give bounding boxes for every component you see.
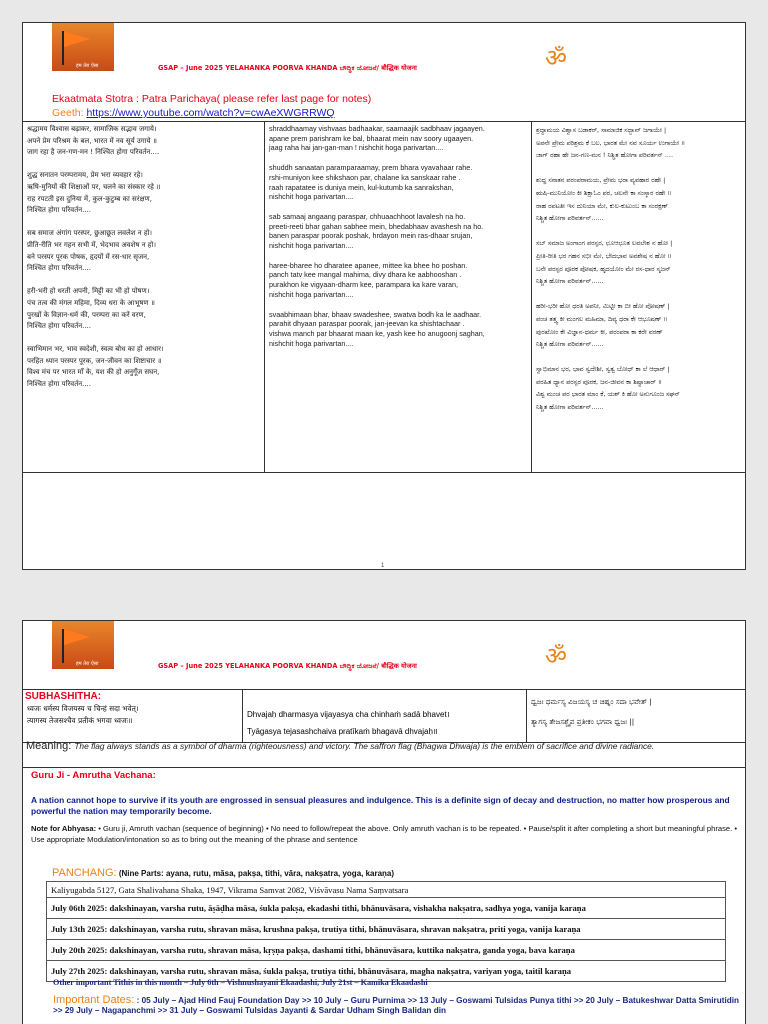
subh-kannada-line: ತ್ಯಾಗಸ್ಯ ತೇಜಸಶ್ಚೈವ ಪ್ರತೀಕಂ ಭಗವಾ ಧ್ವಜಃ ||	[531, 717, 635, 726]
hindi-stanza: हरी-भरी हो धरती अपनी, मिट्टी का भी हो पोषण। पंच तत्व की मंगल महिमा, दिव्य धरा के आभूषण ॥ पुरखों के विज्ञान-धर्म की, परम्परा का करें वरण, निश्चित होगा परिवर्तन....	[27, 287, 155, 331]
roman-stanza: shuddh sanaatan paramparaamay, prem bhara vyavahaar rahe. rshi-muniyon kee shikshaon par, chalane ka sanskaar rahe . raah rapatatee is duniya mein, kul-kutumb ka sanrakshan, nishchit hoga parivartan....	[269, 163, 473, 202]
subh-hindi-line: ध्वजः धर्मस्य विजयस्य च चिन्हं सदा भवेत्।	[27, 704, 139, 713]
panchang-day-cell: July 13th 2025: dakshinayan, varsha rutu, shravan māsa, krushna pakṣa, trutiya tithi, bhānuvāsara, shravan nakṣatra, priti yoga, vanija karaṇa	[47, 919, 726, 940]
panchang-table	[46, 881, 726, 982]
ekaatmata-title: Ekaatmata Stotra : Patra Parichaya( please refer last page for notes)	[52, 93, 372, 105]
kannada-stanza: ಶ್ರದ್ಧಾಮಯ ವಿಶ್ವಾಸ ಬಡಾಕರ್, ಸಾಮಾಜಿಕ ಸದ್ಭಾವ್ ಜಗಾಯೇ | ಅಪನೇ ಪ್ರೇಮ ಪರಿಶ್ರಮ ಕೆ ಬಲ, ಭಾರತ ಮೇ ನವ ಸೂರ್ಯ ಉಗಾಯೇ ॥ ಜಾಗ್ ರಹಾ ಹೇ ಜನ-ಗಣ-ಮನ ! ನಿಶ್ಚಿತ ಹೋಗಾ ಪರಿವರ್ತನ್ ....	[536, 126, 686, 160]
org-header-line: GSAP – June 2025 YELAHANKA POORVA KHANDA ಬೌದ್ಧಿಕ ಯೋಜನೆ/ बौद्धिक योजना	[158, 64, 417, 72]
panchang-era-cell: Kaliyugabda 5127, Gata Shalivahana Shaka, 1947, Vikrama Samvat 2082, Viśvāvasu Nama Saṃvatsara	[47, 882, 726, 898]
roman-stanza: sab samaaj angaang paraspar, chhuaachhoot lavalesh na ho. preeti-reeti bhar gahan sabhee mein, bhedabhaav avashesh na ho. banen paraspar poorak poshak, hrdayon mein ras-dhaar srujan, nishchit hoga parivartan....	[269, 211, 484, 251]
subh-roman-line: Dhvajaḥ dharmasya vijayasya cha chinhaṁ sadā bhavet।	[247, 710, 450, 719]
subhashitha-kannada-cell	[527, 690, 745, 742]
roman-column	[265, 122, 532, 472]
kannada-column	[532, 122, 745, 472]
important-dates-label: Important Dates:	[53, 994, 135, 1006]
subhashitha-roman-cell	[243, 690, 527, 742]
subhashitha-hindi-cell	[23, 690, 243, 742]
guru-vachana-label: Guru Ji - Amrutha Vachana:	[31, 770, 156, 781]
kannada-stanza: ಹರೀ-ಭರೀ ಹೋ ಧರತಿ ಅಪನೀ, ಮಿಟ್ಟೀ ಕಾ ಬೀ ಹೋ ಪೋಷಣ್ | ಪಂಚ ತತ್ತ್ವ ಕೀ ಮಂಗಲ ಮಹಿಮಾ, ದಿವ್ಯ ಧರಾ ಕೇ ಆಭೂಷಣ್ ॥ ಪುರಖೋಂ ಕೇ ವಿಜ್ಞಾನ-ಧರ್ಮ ಕೀ, ಪರಂಪರಾ ಕಾ ಕರೇ ವರಣ್ ನಿಶ್ಚಿತ ಹೋಗಾ ಪರಿವರ್ತನ್......	[536, 302, 670, 349]
geeth-youtube-link[interactable]: https://www.youtube.com/watch?v=cwAeXWGRRWQ	[86, 107, 335, 119]
subh-hindi-line: त्यागस्य तेजसश्चैव प्रतीकं भगवा ध्वजः॥	[27, 716, 133, 725]
subhashitha-label: SUBHASHITHA:	[25, 691, 102, 702]
page-2	[22, 620, 746, 1024]
panchang-day-cell: July 06th 2025: dakshinayan, varsha rutu, āṣāḍha māsa, śukla pakṣa, ekadashi tithi, bhānuvāsara, vishakha nakṣatra, sadhya yoga, vanija karaṇa	[47, 898, 726, 919]
kannada-stanza: ಸ್ವಾಭಿಮಾನ ಭರ, ಭಾವ ಸ್ವದೇಶೀ, ಸ್ವತ್ವ ಬೋಧ್ ಕಾ ಲೆ ಆಧಾರ್ | ಪರಹಿತ ಧ್ಯಾನ ಪರಸ್ಪರ ಪೂರಕ, ಜನ-ಜೀವನ ಕಾ ಶಿಷ್ಟಾಚಾರ್ ॥ ವಿಶ್ವ ಮಂಚ ಪರ ಭಾರತ ಮಾಂ ಕೆ, ಯಶ್ ಕಿ ಹೋ ಅನುಗೂಂಜ ಸಘನ್ ನಿಶ್ಚಿತ ಹೋಗಾ ಪರಿವರ್ತನ್......	[536, 365, 680, 412]
hindi-stanza: शुद्ध सनातन परम्परामय, प्रेम भरा व्यवहार रहे। ऋषि-मुनियों की शिक्षाओं पर, चलने का संस्कार रहे ॥ राह रपटती इस दुनिया में, कुल-कुटुम्ब का सरंक्षण, निश्चित होगा परिवर्तन....	[27, 171, 161, 215]
table-row	[47, 919, 726, 940]
hindi-stanza: स्वाभिमान भर, भाव स्वदेशी, स्वत्व बोध का हो आधार। परहित ध्यान परस्पर पूरक, जन-जीवन का शिष्टाचार ॥ विश्व मंच पर भारत माँ के, यश की हो अनुगूँज सघन, निश्चित होगा परिवर्तन....	[27, 345, 164, 389]
panchang-heading	[52, 867, 394, 879]
subh-kannada-line: ಧ್ವಜಃ ಧರ್ಮಸ್ಯ ವಿಜಯಸ್ಯ ಚ ಚಿಹ್ನಂ ಸದಾ ಭವೇತ್ |	[531, 697, 652, 706]
meaning-text: The flag always stands as a symbol of dharma (righteousness) and victory. The saffron flag (Bhagwa Dhwaja) is the emblem of sacrifice and divine radiance.	[74, 741, 655, 751]
guru-vachana-text: A nation cannot hope to survive if its youth are engrossed in sensual pleasures and indulgence. This is a definite sign of decay and destruction, no matter how prosperous and powerful the nation may temporarily become.	[31, 795, 730, 816]
meaning-block	[26, 741, 742, 752]
om-icon: ॐ	[545, 44, 567, 72]
kannada-stanza: ಶುದ್ಧ ಸನಾತನ ಪರಂಪರಾಮಯ, ಪ್ರೇಮ ಭರಾ ವ್ಯವಹಾರ ರಹೇ | ಋಷಿ-ಮುನಿಯೋಂ ಕೀ ಶಿಕ್ಷಾಓಂ ಪರ, ಚಲನೇ ಕಾ ಸಂಸ್ಕಾರ ರಹೇ ॥ ರಾಹ ರಪಟತೀ ಇಸ ದುನಿಯಾ ಮೇ, ಕುಲ-ಕುಟುಂಬ ಕಾ ಸಂರಕ್ಷಣ್ ನಿಶ್ಚಿತ ಹೋಗಾ ಪರಿವರ್ತನ್......	[536, 176, 672, 223]
table-row	[47, 940, 726, 961]
important-dates	[53, 995, 743, 1016]
roman-stanza: shraddhaamay vishvaas badhaakar, saamaajik sadbhaav jagaayen. apane prem parishram ke bal, bhaarat mein nav soory ugaayen. jaag raha hai jan-gan-man ! nishchit hoga parivartan....	[269, 124, 485, 153]
panchang-label: PANCHANG:	[52, 867, 117, 879]
guru-vachana-section	[23, 767, 745, 868]
logo-text: हम तेरा ऐसा	[76, 63, 99, 69]
table-row	[47, 898, 726, 919]
roman-stanza: svaabhimaan bhar, bhaav swadeshee, swatva bodh ka le aadhaar. parahit dhyaan paraspar poorak, jan-jeevan ka shishtachaar . vishwa manch par bhaarat maan ke, yash kee ho anugoonj saghan, nishchit hoga parivartan....	[269, 309, 485, 348]
panchang-day-cell: July 20th 2025: dakshinayan, varsha rutu, shravan māsa, kṛṣṇa pakṣa, dashami tithi, bhānuvāsara, kuttika nakṣatra, ganda yoga, bava karaṇa	[47, 940, 726, 961]
hindi-column	[23, 122, 265, 472]
subhashitha-table	[23, 689, 745, 743]
logo-text: हम तेरा ऐसा	[76, 661, 99, 667]
roman-stanza: haree-bharee ho dharatee apanee, mittee ka bhee ho poshan. panch tatv kee mangal mahima, divy dhara ke aabhooshan . purakhon ke vigyaan-dharm kee, parampara ka kare varan, nishchit hoga parivartan....	[269, 260, 468, 299]
table-row	[47, 882, 726, 898]
page-1	[22, 22, 746, 570]
kannada-stanza: ಸಬ್ ಸಮಾಜ ಅಂಗಾಂಗ ಪರಸ್ಪರ, ಛೂಆಛೂತ ಲವಲೇಶ ನ ಹೋ | ಪ್ರೀತಿ-ರೀತಿ ಭರ ಗಹನ ಸಭೀ ಮೇ, ಭೇದಭಾವ ಅವಶೇಷ ನ ಹೋ ॥ ಬನೇ ಪರಸ್ಪರ ಪೂರಕ ಪೋಷಕ, ಹೃದಯೋಂ ಮೇ ರಸ-ಧಾರ ಸೃಜನ್ ನಿಶ್ಚಿತ ಹೋಗಾ ಪರಿವರ್ತನ್......	[536, 239, 673, 286]
org-header-line: GSAP – June 2025 YELAHANKA POORVA KHANDA ಬೌದ್ಧಿಕ ಯೋಜನೆ/ बौद्धिक योजना	[158, 662, 417, 670]
note-label: Note for Abhyasa:	[31, 824, 97, 833]
geeth-line	[52, 107, 335, 119]
meaning-label: Meaning:	[26, 740, 75, 752]
note-text: • Guru ji, Amruth vachan (sequence of beginning) • No need to follow/repeat the above. Only amruth vachan is to be repeated. • Pause/split it after completing a short but meaningful phrase. • Use appropriate Modulation/intonation so as to bring out the meaning of the phrase and sentence	[31, 824, 737, 844]
panchang-day-cell: July 27th 2025: dakshinayan, varsha rutu, shravan māsa, śukla pakṣa, trutiya tithi, bhānuvāsara, magha nakṣatra, variyan yoga, taitil karaṇa	[47, 961, 726, 982]
hindi-stanza: श्रद्धामय विश्वास बढ़ाकर, सामाजिक सद्भाव जगाये। अपने प्रेम परिश्रम के बल, भारत में नव सूर्य उगाये ॥ जाग रहा है जन-गण-मन ! निश्चित होगा परिवर्तन....	[27, 125, 160, 157]
important-dates-text: : 05 July – Ajad Hind Fauj Foundation Day >> 10 July – Guru Purnima >> 13 July – Goswami Tulsidas Punya tithi >> 20 July – Batukeshwar Datta Smirutidin >> 29 July – Nagapanchmi >> 31 July – Goswami Tulsidas Jayanti & Sardar Udham Singh Balidan din	[53, 996, 740, 1015]
geeth-label: Geeth:	[52, 107, 87, 119]
stotra-table	[23, 121, 745, 473]
saffron-flag-logo	[52, 23, 114, 71]
subh-roman-line: Tyāgasya tejasashchaiva pratīkaṁ bhagavā dhvajaḥ॥	[247, 727, 438, 736]
saffron-flag-logo	[52, 621, 114, 669]
abhyasa-note	[31, 824, 741, 845]
panchang-subtitle: (Nine Parts: ayana, rutu, māsa, pakṣa, tithi, vāra, nakṣatra, yoga, karaṇa)	[116, 869, 395, 878]
om-icon: ॐ	[545, 642, 567, 670]
page-number: 1	[381, 563, 385, 569]
hindi-stanza: सब समाज अंगांग परस्पर, छुआछूत लवलेश न हो। प्रीति-रीति भर गहन सभी में, भेदभाव अवशेष न हो। बने परस्पर पूरक पोषक, हृदयों में रस-धार सृजन, निश्चित होगा परिवर्तन....	[27, 229, 156, 273]
other-tithis: Other important Tithis in this month – July 6th – Vishnushayani Ekaadashi, July 21st – Kamika Ekaadashi	[53, 978, 428, 987]
